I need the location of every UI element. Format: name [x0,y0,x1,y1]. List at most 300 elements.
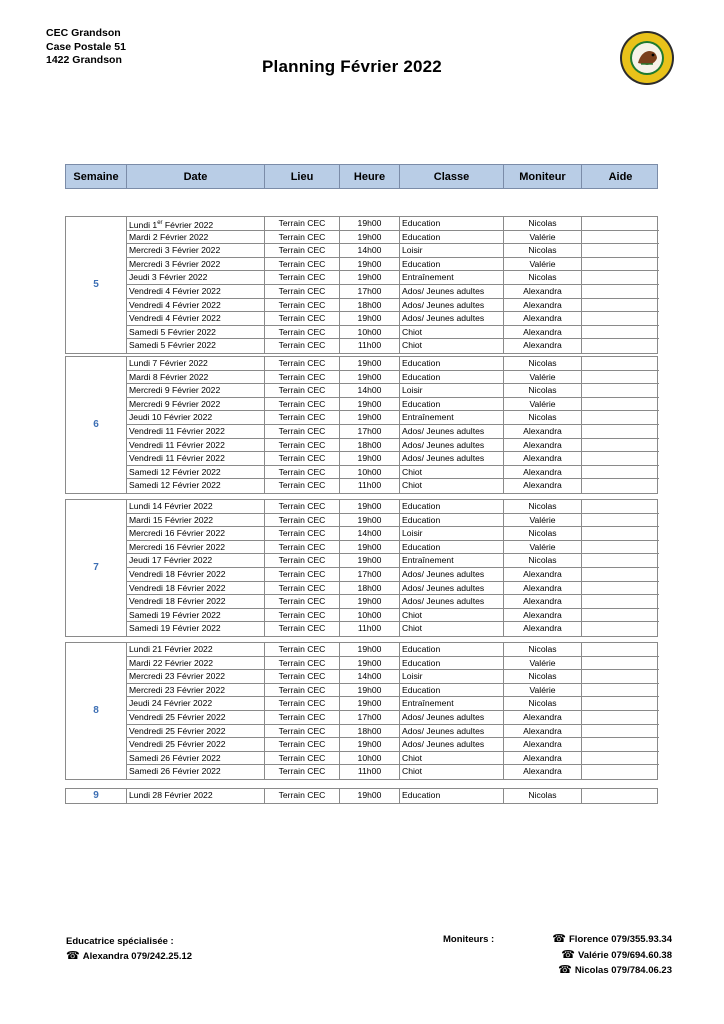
week-number: 8 [66,643,127,779]
week-block [65,642,658,780]
cell-classe: Education [400,541,504,554]
cell-lieu: Terrain CEC [265,541,340,554]
week-rows [127,357,659,493]
cell-aide [582,789,659,803]
table-row [127,398,659,412]
cell-date: Mardi 15 Février 2022 [127,514,265,527]
cell-moniteur: Nicolas [504,554,582,567]
cell-aide [582,500,659,513]
table-row [127,339,659,353]
cell-heure: 19h00 [340,271,400,284]
table-row [127,500,659,514]
cell-classe: Education [400,231,504,244]
table-row [127,411,659,425]
week-block [65,499,658,637]
cell-date: Lundi 14 Février 2022 [127,500,265,513]
cell-lieu: Terrain CEC [265,357,340,370]
cell-classe: Ados/ Jeunes adultes [400,439,504,452]
cell-lieu: Terrain CEC [265,384,340,397]
address-line: 1422 Grandson [46,54,122,66]
cell-aide [582,271,659,284]
cell-lieu: Terrain CEC [265,299,340,312]
cell-classe: Education [400,789,504,803]
column-header-heure: Heure [340,165,400,188]
cell-lieu: Terrain CEC [265,231,340,244]
educatrice-phone: Alexandra 079/242.25.12 [82,951,193,962]
cell-lieu: Terrain CEC [265,711,340,724]
moniteur-contact [552,963,672,979]
cell-lieu: Terrain CEC [265,527,340,540]
cell-lieu: Terrain CEC [265,452,340,465]
cell-date: Mercredi 16 Février 2022 [127,527,265,540]
cell-heure: 11h00 [340,622,400,636]
table-row [127,384,659,398]
week-rows [127,217,659,353]
cell-aide [582,312,659,325]
educatrice-label: Educatrice spécialisée : [66,936,174,947]
table-row [127,765,659,779]
cell-moniteur: Alexandra [504,711,582,724]
table-row [127,357,659,371]
cell-lieu: Terrain CEC [265,789,340,803]
cell-date: Samedi 5 Février 2022 [127,326,265,339]
cell-date: Samedi 19 Février 2022 [127,622,265,636]
cell-date: Lundi 21 Février 2022 [127,643,265,656]
cell-heure: 14h00 [340,244,400,257]
table-row [127,466,659,480]
cell-heure: 17h00 [340,285,400,298]
cell-classe: Chiot [400,622,504,636]
cell-moniteur: Alexandra [504,479,582,493]
cell-aide [582,285,659,298]
cell-aide [582,527,659,540]
club-logo [619,30,675,86]
cell-aide [582,479,659,493]
cell-moniteur: Alexandra [504,312,582,325]
table-row [127,514,659,528]
cell-classe: Ados/ Jeunes adultes [400,452,504,465]
cell-aide [582,466,659,479]
cell-lieu: Terrain CEC [265,697,340,710]
table-row [127,609,659,623]
moniteur-phone: Valérie 079/694.60.38 [577,949,672,961]
cell-date: Vendredi 4 Février 2022 [127,299,265,312]
table-row [127,527,659,541]
cell-classe: Education [400,258,504,271]
moniteur-contact [552,932,672,948]
cell-heure: 19h00 [340,657,400,670]
cell-classe: Education [400,514,504,527]
cell-aide [582,657,659,670]
cell-date: Samedi 5 Février 2022 [127,339,265,353]
cell-classe: Chiot [400,339,504,353]
cell-aide [582,541,659,554]
cell-heure: 19h00 [340,217,400,230]
cell-aide [582,752,659,765]
cell-aide [582,670,659,683]
table-row [127,371,659,385]
cell-lieu: Terrain CEC [265,595,340,608]
table-row [127,622,659,636]
cell-heure: 18h00 [340,582,400,595]
phone-icon: ☎ [561,948,575,961]
cell-aide [582,452,659,465]
column-header-lieu: Lieu [265,165,340,188]
cell-moniteur: Valérie [504,684,582,697]
cell-aide [582,697,659,710]
cell-heure: 19h00 [340,514,400,527]
cell-date: Vendredi 18 Février 2022 [127,582,265,595]
cell-moniteur: Valérie [504,657,582,670]
cell-aide [582,711,659,724]
cell-moniteur: Alexandra [504,765,582,779]
week-number: 6 [66,357,127,493]
cell-lieu: Terrain CEC [265,568,340,581]
cell-classe: Education [400,357,504,370]
moniteurs-label: Moniteurs : [443,934,495,945]
cell-heure: 19h00 [340,738,400,751]
cell-classe: Education [400,684,504,697]
cell-classe: Chiot [400,326,504,339]
cell-heure: 19h00 [340,643,400,656]
cell-moniteur: Valérie [504,514,582,527]
table-row [127,244,659,258]
cell-aide [582,765,659,779]
cell-lieu: Terrain CEC [265,217,340,230]
table-row [127,258,659,272]
cell-aide [582,568,659,581]
educatrice-block [66,934,192,964]
cell-moniteur: Valérie [504,541,582,554]
cell-classe: Ados/ Jeunes adultes [400,285,504,298]
cell-moniteur: Alexandra [504,299,582,312]
address-line: Case Postale 51 [46,40,126,53]
cell-classe: Ados/ Jeunes adultes [400,738,504,751]
cell-moniteur: Nicolas [504,357,582,370]
cell-date: Vendredi 18 Février 2022 [127,595,265,608]
cell-heure: 19h00 [340,697,400,710]
moniteur-contact [552,948,672,964]
table-row [127,738,659,752]
column-header-date: Date [127,165,265,188]
cell-moniteur: Alexandra [504,439,582,452]
cell-classe: Chiot [400,466,504,479]
cell-lieu: Terrain CEC [265,554,340,567]
cell-lieu: Terrain CEC [265,765,340,779]
cell-aide [582,554,659,567]
phone-icon: ☎ [558,964,572,976]
cell-lieu: Terrain CEC [265,326,340,339]
cell-classe: Education [400,217,504,230]
cell-classe: Education [400,643,504,656]
column-header-semaine: Semaine [66,165,127,188]
cell-lieu: Terrain CEC [265,657,340,670]
cell-aide [582,231,659,244]
cell-lieu: Terrain CEC [265,738,340,751]
cell-date: Jeudi 3 Février 2022 [127,271,265,284]
table-row [127,568,659,582]
cell-classe: Chiot [400,609,504,622]
cell-date: Vendredi 11 Février 2022 [127,439,265,452]
cell-moniteur: Valérie [504,371,582,384]
address-line: CEC Grandson [46,27,121,39]
cell-classe: Entraînement [400,411,504,424]
cell-lieu: Terrain CEC [265,312,340,325]
cell-aide [582,258,659,271]
cell-moniteur: Nicolas [504,789,582,803]
table-row [127,312,659,326]
cell-moniteur: Alexandra [504,622,582,636]
week-block [65,356,658,494]
cell-heure: 19h00 [340,398,400,411]
cell-lieu: Terrain CEC [265,398,340,411]
cell-aide [582,411,659,424]
table-row [127,711,659,725]
cell-moniteur: Alexandra [504,568,582,581]
cell-aide [582,622,659,636]
cell-moniteur: Nicolas [504,643,582,656]
table-row [127,697,659,711]
cell-heure: 10h00 [340,752,400,765]
cell-classe: Ados/ Jeunes adultes [400,582,504,595]
week-number: 5 [66,217,127,353]
cell-aide [582,514,659,527]
table-row [127,326,659,340]
cell-aide [582,725,659,738]
cell-date: Mercredi 9 Février 2022 [127,384,265,397]
cell-classe: Education [400,371,504,384]
cell-aide [582,595,659,608]
week-number: 7 [66,500,127,636]
cell-date: Samedi 12 Février 2022 [127,479,265,493]
cell-date: Mardi 22 Février 2022 [127,657,265,670]
table-row [127,670,659,684]
cell-classe: Ados/ Jeunes adultes [400,568,504,581]
cell-date: Mercredi 3 Février 2022 [127,258,265,271]
educatrice-contact [66,949,192,964]
week-block [65,788,658,804]
phone-icon: ☎ [66,950,80,962]
cell-classe: Ados/ Jeunes adultes [400,595,504,608]
cell-lieu: Terrain CEC [265,752,340,765]
cell-heure: 19h00 [340,312,400,325]
cell-heure: 18h00 [340,439,400,452]
cell-classe: Loisir [400,670,504,683]
table-row [127,752,659,766]
cell-classe: Education [400,657,504,670]
table-row [127,657,659,671]
cell-lieu: Terrain CEC [265,425,340,438]
table-row [127,479,659,493]
cell-date: Jeudi 24 Février 2022 [127,697,265,710]
cell-aide [582,217,659,230]
cell-moniteur: Alexandra [504,425,582,438]
cell-moniteur: Nicolas [504,527,582,540]
cell-aide [582,326,659,339]
cell-date: Lundi 7 Février 2022 [127,357,265,370]
cell-lieu: Terrain CEC [265,285,340,298]
cell-heure: 19h00 [340,595,400,608]
cell-heure: 14h00 [340,670,400,683]
cell-date: Samedi 19 Février 2022 [127,609,265,622]
cell-heure: 14h00 [340,384,400,397]
cell-lieu: Terrain CEC [265,622,340,636]
cell-date: Vendredi 18 Février 2022 [127,568,265,581]
week-number: 9 [66,789,127,803]
cell-aide [582,439,659,452]
cell-classe: Ados/ Jeunes adultes [400,299,504,312]
cell-date: Vendredi 25 Février 2022 [127,725,265,738]
cell-heure: 19h00 [340,789,400,803]
cell-moniteur: Alexandra [504,285,582,298]
cell-moniteur: Nicolas [504,670,582,683]
cell-aide [582,738,659,751]
cell-heure: 19h00 [340,554,400,567]
cell-lieu: Terrain CEC [265,725,340,738]
cell-lieu: Terrain CEC [265,479,340,493]
cell-heure: 19h00 [340,541,400,554]
cell-date: Vendredi 25 Février 2022 [127,711,265,724]
table-row [127,643,659,657]
column-header-classe: Classe [400,165,504,188]
week-block [65,216,658,354]
table-row [127,684,659,698]
cell-lieu: Terrain CEC [265,582,340,595]
cell-moniteur: Valérie [504,258,582,271]
cell-moniteur: Nicolas [504,411,582,424]
cell-date: Jeudi 17 Février 2022 [127,554,265,567]
table-row [127,271,659,285]
cell-lieu: Terrain CEC [265,371,340,384]
cell-classe: Ados/ Jeunes adultes [400,425,504,438]
cell-date: Mardi 2 Février 2022 [127,231,265,244]
cell-date: Lundi 28 Février 2022 [127,789,265,803]
moniteur-phone: Nicolas 079/784.06.23 [574,965,672,976]
cell-heure: 10h00 [340,466,400,479]
table-header [65,164,658,189]
cell-date: Samedi 26 Février 2022 [127,752,265,765]
cell-date: Samedi 12 Février 2022 [127,466,265,479]
cell-moniteur: Nicolas [504,271,582,284]
cell-classe: Entraînement [400,554,504,567]
cell-date: Lundi 1er Février 2022 [127,217,265,230]
cell-heure: 19h00 [340,452,400,465]
cell-heure: 18h00 [340,725,400,738]
table-row [127,231,659,245]
cell-moniteur: Alexandra [504,339,582,353]
cell-classe: Ados/ Jeunes adultes [400,312,504,325]
cell-classe: Ados/ Jeunes adultes [400,725,504,738]
cell-aide [582,582,659,595]
cell-classe: Loisir [400,244,504,257]
cell-aide [582,244,659,257]
moniteur-phone: Florence 079/355.93.34 [569,934,672,945]
cell-lieu: Terrain CEC [265,684,340,697]
cell-heure: 19h00 [340,258,400,271]
cell-heure: 19h00 [340,500,400,513]
page-title: Planning Février 2022 [262,57,442,76]
table-row [127,554,659,568]
cell-heure: 11h00 [340,479,400,493]
cell-heure: 19h00 [340,411,400,424]
cell-date: Samedi 26 Février 2022 [127,765,265,779]
cell-moniteur: Alexandra [504,725,582,738]
cell-lieu: Terrain CEC [265,411,340,424]
cell-date: Vendredi 11 Février 2022 [127,452,265,465]
cell-moniteur: Alexandra [504,752,582,765]
table-row [127,299,659,313]
table-row [127,285,659,299]
cell-moniteur: Nicolas [504,697,582,710]
cell-date: Vendredi 4 Février 2022 [127,312,265,325]
cell-classe: Chiot [400,752,504,765]
table-row [127,725,659,739]
cell-heure: 17h00 [340,711,400,724]
table-row [127,439,659,453]
cell-moniteur: Alexandra [504,595,582,608]
cell-moniteur: Alexandra [504,609,582,622]
cell-aide [582,299,659,312]
cell-aide [582,609,659,622]
cell-moniteur: Alexandra [504,452,582,465]
cell-lieu: Terrain CEC [265,514,340,527]
week-rows [127,643,659,779]
cell-aide [582,339,659,353]
cell-lieu: Terrain CEC [265,670,340,683]
cell-moniteur: Nicolas [504,500,582,513]
cell-date: Mercredi 23 Février 2022 [127,684,265,697]
club-address [46,27,126,68]
cell-aide [582,357,659,370]
cell-heure: 17h00 [340,568,400,581]
cell-heure: 17h00 [340,425,400,438]
cell-aide [582,643,659,656]
cell-lieu: Terrain CEC [265,643,340,656]
cell-date: Mercredi 3 Février 2022 [127,244,265,257]
cell-moniteur: Alexandra [504,326,582,339]
cell-moniteur: Nicolas [504,217,582,230]
cell-aide [582,425,659,438]
cell-lieu: Terrain CEC [265,439,340,452]
column-header-aide: Aide [608,170,633,183]
cell-date: Vendredi 4 Février 2022 [127,285,265,298]
cell-date: Mercredi 9 Février 2022 [127,398,265,411]
cell-heure: 10h00 [340,326,400,339]
table-row [127,789,659,803]
cell-date: Vendredi 25 Février 2022 [127,738,265,751]
cell-date: Vendredi 11 Février 2022 [127,425,265,438]
cell-classe: Ados/ Jeunes adultes [400,711,504,724]
cell-classe: Chiot [400,479,504,493]
cell-classe: Loisir [400,527,504,540]
cell-classe: Education [400,500,504,513]
cell-moniteur: Nicolas [504,384,582,397]
cell-classe: Loisir [400,384,504,397]
cell-lieu: Terrain CEC [265,466,340,479]
phone-icon: ☎ [552,933,566,945]
cell-classe: Entraînement [400,697,504,710]
cell-moniteur: Alexandra [504,582,582,595]
cell-aide [582,371,659,384]
cell-heure: 19h00 [340,684,400,697]
cell-moniteur: Valérie [504,398,582,411]
cell-lieu: Terrain CEC [265,271,340,284]
table-row [127,541,659,555]
week-rows [127,789,659,803]
cell-moniteur: Valérie [504,231,582,244]
cell-heure: 19h00 [340,371,400,384]
cell-date: Mercredi 16 Février 2022 [127,541,265,554]
